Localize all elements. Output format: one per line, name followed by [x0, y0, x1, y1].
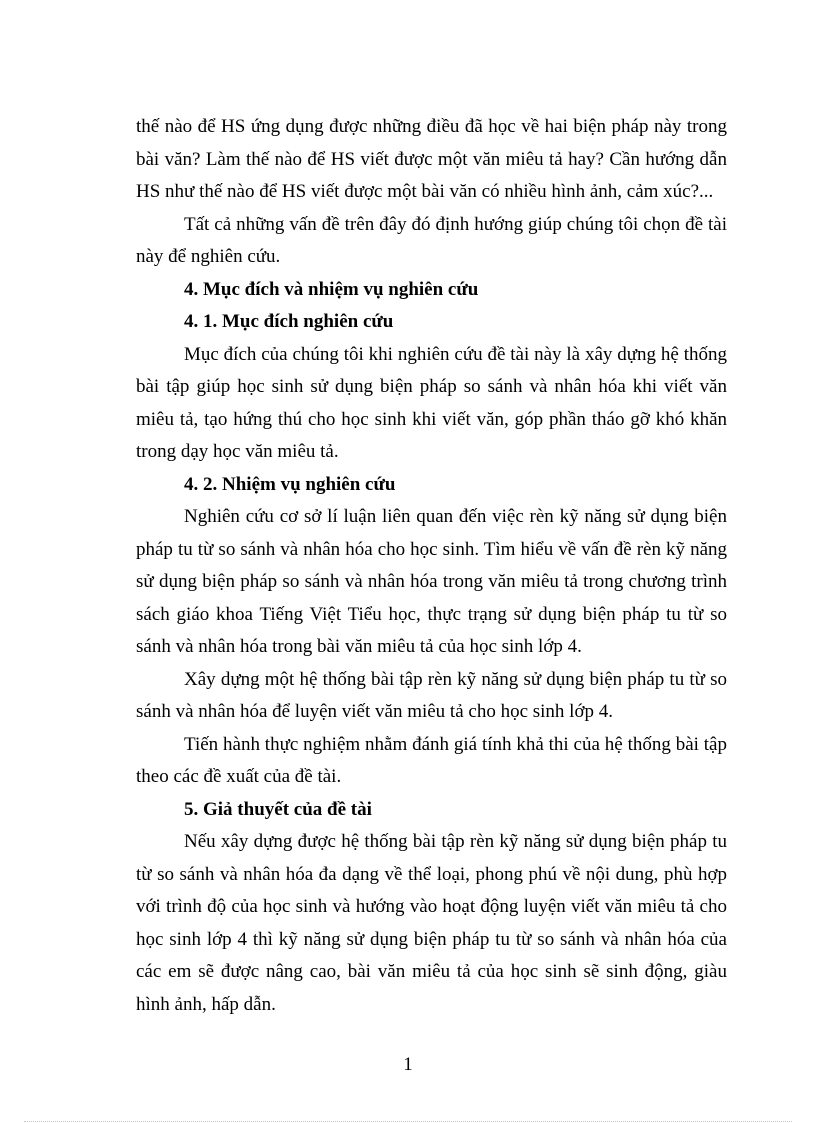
heading-section-4-1: 4. 1. Mục đích nghiên cứu	[184, 311, 394, 332]
paragraph-motivation: Tất cả những vấn đề trên đây đó định hướng giúp chúng tôi chọn đề tài này để nghiên cứu.	[136, 213, 727, 267]
page-bottom-divider	[24, 1121, 792, 1122]
paragraph-purpose: Mục đích của chúng tôi khi nghiên cứu đề tài này là xây dựng hệ thống bài tập giúp học sinh sử dụng biện pháp so sánh và nhân hóa khi viết văn miêu tả, tạo hứng thú cho học sinh khi viết văn, góp phần tháo gỡ khó khăn trong dạy học văn miêu tả.	[136, 343, 727, 462]
paragraph-continuation: thế nào để HS ứng dụng được những điều đã học về hai biện pháp này trong bài văn? Làm thế nào để HS viết được một văn miêu tả hay? Cần hướng dẫn HS như thế nào để HS viết được một bài văn có nhiều hình ảnh, cảm xúc?...	[136, 116, 727, 202]
heading-section-5: 5. Giả thuyết của đề tài	[184, 798, 372, 820]
paragraph-task-experiment: Tiến hành thực nghiệm nhằm đánh giá tính khả thi của hệ thống bài tập theo các đề xuất của đề tài.	[136, 733, 727, 787]
paragraph-task-research: Nghiên cứu cơ sở lí luận liên quan đến việc rèn kỹ năng sử dụng biện pháp tu từ so sánh và nhân hóa cho học sinh. Tìm hiểu về vấn đề rèn kỹ năng sử dụng biện pháp so sánh và nhân hóa trong văn miêu tả trong chương trình sách giáo khoa Tiếng Việt Tiểu học, thực trạng sử dụng biện pháp tu từ so sánh và nhân hóa trong bài văn miêu tả của học sinh lớp 4.	[136, 506, 727, 657]
heading-section-4: 4. Mục đích và nhiệm vụ nghiên cứu	[184, 278, 479, 300]
page-number: 1	[403, 1054, 413, 1075]
heading-section-4-2: 4. 2. Nhiệm vụ nghiên cứu	[184, 473, 396, 495]
paragraph-task-build: Xây dựng một hệ thống bài tập rèn kỹ năng sử dụng biện pháp tu từ so sánh và nhân hóa để luyện viết văn miêu tả cho học sinh lớp 4.	[136, 668, 727, 722]
paragraph-hypothesis: Nếu xây dựng được hệ thống bài tập rèn kỹ năng sử dụng biện pháp tu từ so sánh và nhân hóa đa dạng về thể loại, phong phú về nội dung, phù hợp với trình độ của học sinh và hướng vào hoạt động luyện viết văn miêu tả cho học sinh lớp 4 thì kỹ năng sử dụng biện pháp tu từ so sánh và nhân hóa của các em sẽ được nâng cao, bài văn miêu tả của học sinh sẽ sinh động, giàu hình ảnh, hấp dẫn.	[136, 831, 727, 1015]
page-body	[136, 111, 727, 1021]
